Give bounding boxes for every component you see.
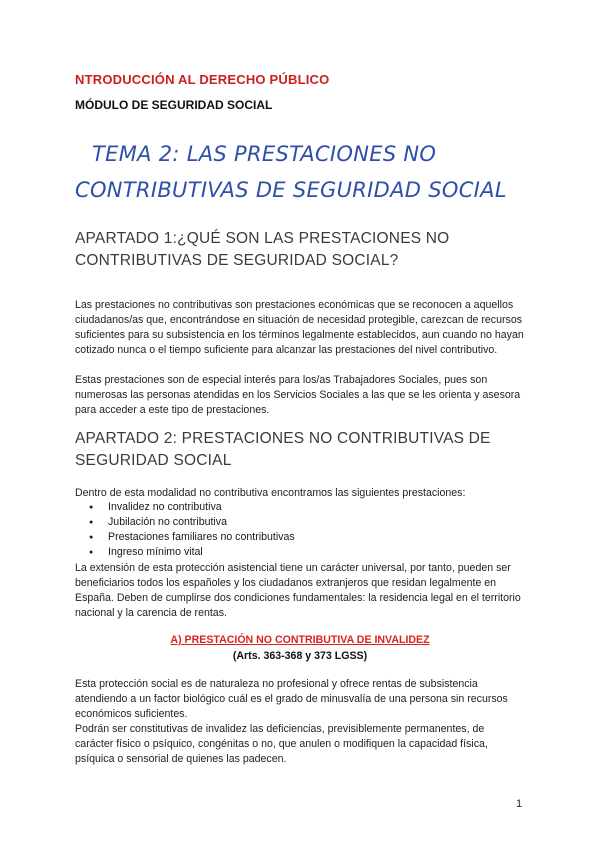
course-title: NTRODUCCIÓN AL DERECHO PÚBLICO <box>75 72 330 87</box>
section-a-title: A) PRESTACIÓN NO CONTRIBUTIVA DE INVALIDEZ <box>170 634 430 646</box>
section-1-paragraph-1: Las prestaciones no contributivas son prestaciones económicas que se reconocen a aquellos ciudadanos/as que, encontrándose en situación de necesidad protegible, carezcan de recursos suficientes para su subsistencia en los términos legalmente establecidos, aun cuando no hayan cotizado nunca o el tiempo suficiente para alcanzar las prestaciones del nivel contributivo. <box>75 299 524 356</box>
section-a-subtitle: (Arts. 363-368 y 373 LGSS) <box>232 650 368 662</box>
section-2-paragraph: La extensión de esta protección asistencial tiene un carácter universal, por tanto, pueden ser beneficiarios todos los españoles y los ciudadanos extranjeros que residan legalmente en España. Deben de cumplirse dos condiciones fundamentales: la residencia legal en el territorio nacional y la carencia de rentas. <box>75 562 521 619</box>
topic-title-line-1: TEMA 2: LAS PRESTACIONES NO <box>92 142 437 166</box>
list-item: ● Prestaciones familiares no contributivas <box>75 530 295 545</box>
section-1-heading: APARTADO 1:¿QUÉ SON LAS PRESTACIONES NO CONTRIBUTIVAS DE SEGURIDAD SOCIAL? <box>75 230 450 269</box>
section-a-paragraph-1: Esta protección social es de naturaleza no profesional y ofrece rentas de subsistencia atendiendo a un factor biológico cuál es el grado de minusvalía de una persona sin recursos económicos suficientes. <box>75 678 508 720</box>
section-1-paragraph-2: Estas prestaciones son de especial interés para los/as Trabajadores Sociales, pues son numerosas las personas atendidas en los Servicios Sociales a las que se les orienta y asesora para acceder a este tipo de prestaciones. <box>75 374 521 416</box>
section-2-heading: APARTADO 2: PRESTACIONES NO CONTRIBUTIVAS DE SEGURIDAD SOCIAL <box>75 430 491 469</box>
module-title: MÓDULO DE SEGURIDAD SOCIAL <box>75 98 273 112</box>
section-2-intro: Dentro de esta modalidad no contributiva encontramos las siguientes prestaciones: <box>75 487 466 499</box>
topic-title-line-2: CONTRIBUTIVAS DE SEGURIDAD SOCIAL <box>75 178 507 202</box>
page-number: 1 <box>516 798 523 810</box>
list-item: ● Jubilación no contributiva <box>75 515 295 530</box>
section-a-paragraph-2: Podrán ser constitutivas de invalidez las deficiencias, previsiblemente permanentes, de carácter físico o psíquico, congénitas o no, que anulen o modifiquen la capacidad física, psíquica o sensorial de quienes las padecen. <box>75 723 488 765</box>
list-item: ● Invalidez no contributiva <box>75 500 295 515</box>
list-item: ● Ingreso mínimo vital <box>75 545 295 560</box>
benefits-list <box>75 500 295 560</box>
